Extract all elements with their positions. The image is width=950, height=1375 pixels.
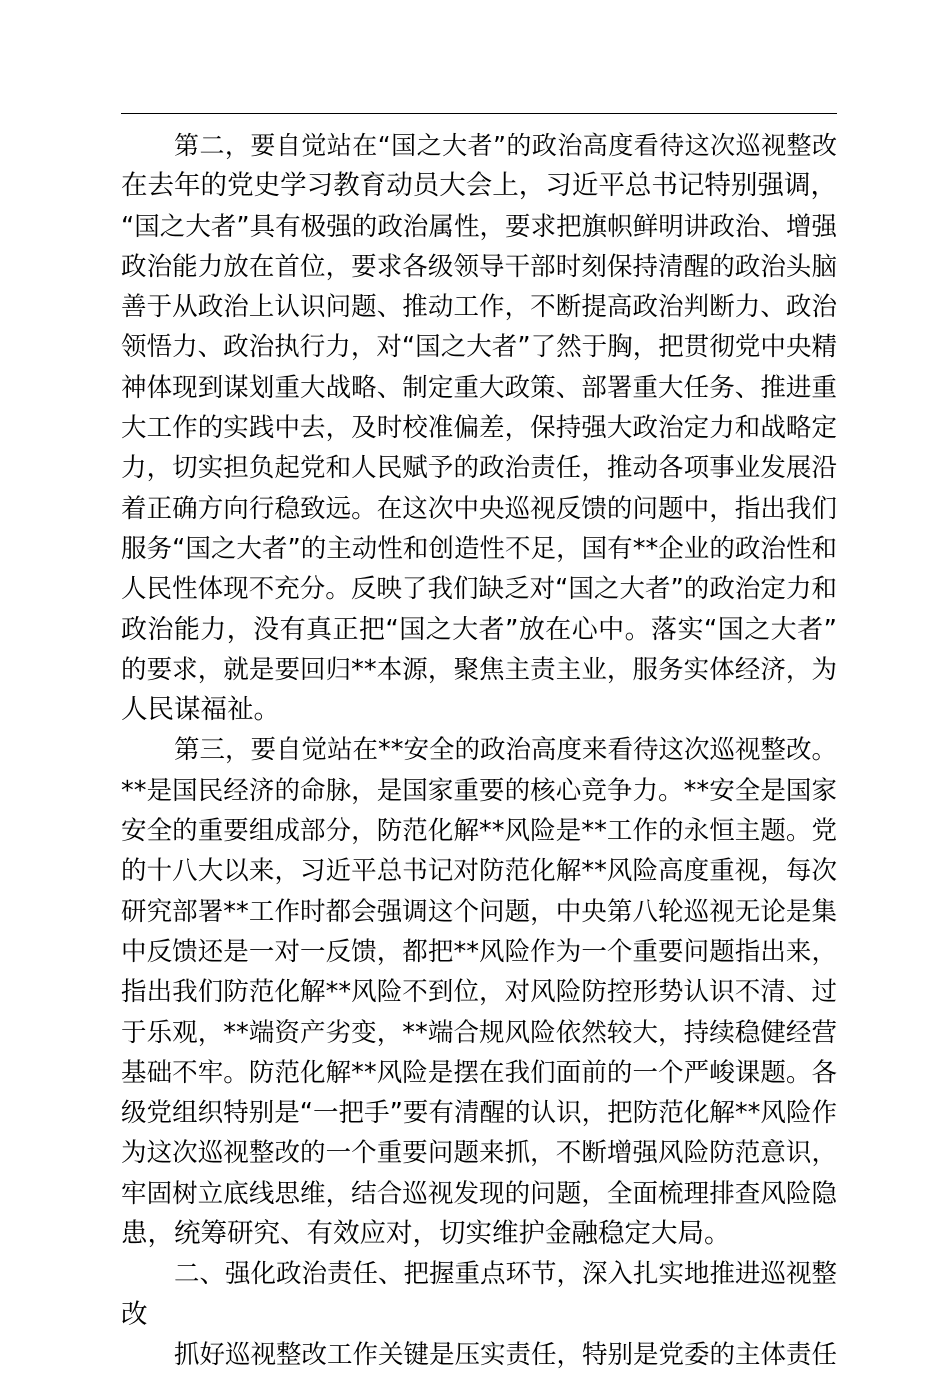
text-line: 第二，要自觉站在“国之大者”的政治高度看待这次巡视整改	[174, 131, 837, 160]
text-line: **是国民经济的命脉，是国家重要的核心竞争力。**安全是国家	[121, 775, 837, 806]
header-rule	[121, 113, 837, 114]
text-line: 神体现到谋划重大战略、制定重大政策、部署重大任务、推进重	[121, 372, 837, 403]
text-line: 人民谋福祉。	[121, 694, 280, 726]
text-line: 力，切实担负起党和人民赋予的政治责任，推动各项事业发展沿	[121, 453, 837, 484]
text-line: “国之大者”具有极强的政治属性，要求把旗帜鲜明讲政治、增强	[121, 211, 837, 242]
text-line: 抓好巡视整改工作关键是压实责任，特别是党委的主体责任	[174, 1339, 838, 1370]
text-line: 患，统筹研究、有效应对，切实维护金融稳定大局。	[121, 1218, 731, 1250]
text-line: 第三，要自觉站在**安全的政治高度来看待这次巡视整改。	[174, 735, 838, 766]
text-line: 善于从政治上认识问题、推动工作，不断提高政治判断力、政治	[121, 292, 837, 323]
text-line: 大工作的实践中去，及时校准偏差，保持强大政治定力和战略定	[121, 413, 837, 444]
text-line: 的要求，就是要回归**本源，聚焦主责主业，服务实体经济，为	[121, 654, 837, 685]
text-line: 二、强化政治责任、把握重点环节，深入扎实地推进巡视整	[174, 1259, 838, 1290]
text-line: 人民性体现不充分。反映了我们缺乏对“国之大者”的政治定力和	[121, 574, 837, 605]
text-line: 指出我们防范化解**风险不到位，对风险防控形势认识不清、过	[121, 977, 837, 1008]
text-line: 中反馈还是一对一反馈，都把**风险作为一个重要问题指出来，	[121, 936, 837, 967]
text-line: 政治能力放在首位，要求各级领导干部时刻保持清醒的政治头脑	[121, 251, 837, 282]
text-line: 领悟力、政治执行力，对“国之大者”了然于胸，把贯彻党中央精	[121, 332, 837, 363]
text-line: 于乐观，**端资产劣变，**端合规风险依然较大，持续稳健经营	[121, 1017, 837, 1048]
text-line: 改	[121, 1298, 148, 1330]
text-line: 安全的重要组成部分，防范化解**风险是**工作的永恒主题。党	[121, 816, 837, 847]
text-line: 服务“国之大者”的主动性和创造性不足，国有**企业的政治性和	[121, 533, 837, 564]
text-line: 基础不牢。防范化解**风险是摆在我们面前的一个严峻课题。各	[121, 1057, 837, 1088]
text-line: 政治能力，没有真正把“国之大者”放在心中。落实“国之大者”	[121, 614, 837, 645]
body-text	[121, 126, 837, 1375]
text-line: 为这次巡视整改的一个重要问题来抓，不断增强风险防范意识，	[121, 1138, 837, 1169]
text-line: 级党组织特别是“一把手”要有清醒的认识，把防范化解**风险作	[121, 1098, 837, 1129]
text-line: 牢固树立底线思维，结合巡视发现的问题，全面梳理排查风险隐	[121, 1178, 837, 1209]
text-line: 的十八大以来，习近平总书记对防范化解**风险高度重视，每次	[121, 856, 837, 887]
text-line: 在去年的党史学习教育动员大会上，习近平总书记特别强调，	[121, 170, 837, 202]
text-line: 研究部署**工作时都会强调这个问题，中央第八轮巡视无论是集	[121, 896, 837, 927]
text-line: 着正确方向行稳致远。在这次中央巡视反馈的问题中，指出我们	[121, 493, 837, 524]
